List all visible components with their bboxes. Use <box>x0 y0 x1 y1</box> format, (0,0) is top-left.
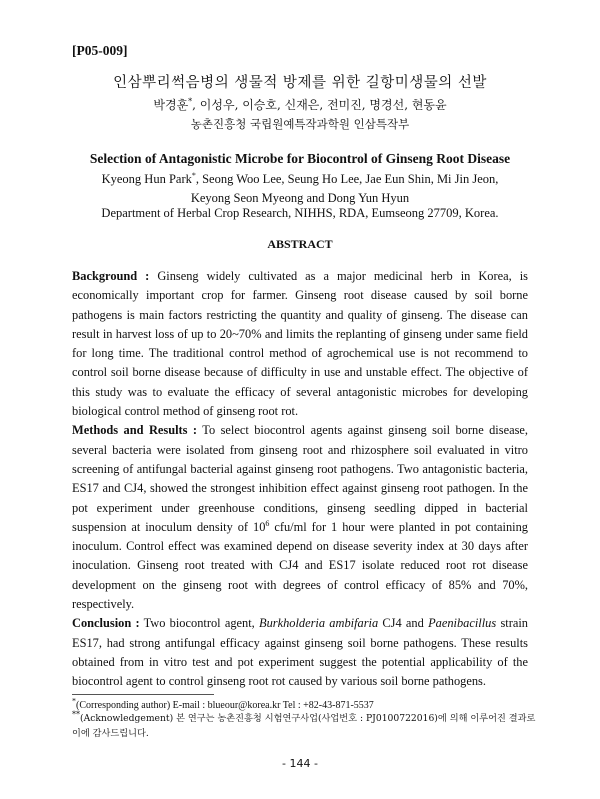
methods-text-a: To select biocontrol agents against ginseng soil borne disease, several bacteria were isolated from ginseng root and rhizosphere soil evaluated in vitro screening of antifungal bacterial against ginseng root pathogens. Two antagonistic bacteria, ES17 and CJ4, showed the strongest inhibition effect against ginseng root pathogen. In the pot experiment under greenhouse conditions, ginseng seedling dipped in bacterial suspension at inoculum density of 10 <box>72 423 528 534</box>
background-text: Ginseng widely cultivated as a major medicinal herb in Korea, is economically important crop for farmer. Ginseng root disease caused by soil borne pathogens is main factors restricting the quantity and quality of ginseng. The disease can result in harvest loss of up to 20~70% and limits the replanting of ginseng under same field for long time. The traditional control method of agrochemical use is not recommend to control soil borne disease because of difficulty in use and unstable effect. The objective of this study was to evaluate the efficacy of several antagonistic microbes for developing biological control method of ginseng root rot. <box>72 269 528 419</box>
korean-other-authors: , 이성우, 이승호, 신재은, 전미진, 명경선, 현동윤 <box>192 98 447 112</box>
english-authors-line1: , Seong Woo Lee, Seung Ho Lee, Jae Eun Shin, Mi Jin Jeon, <box>195 172 499 186</box>
english-title: Selection of Antagonistic Microbe for Biocontrol of Ginseng Root Disease <box>89 151 511 166</box>
english-authors <box>0 170 600 208</box>
density-exponent: 6 <box>265 518 270 528</box>
corresponding-mark-en: * <box>191 170 196 180</box>
abstract-body <box>72 267 528 692</box>
footnote-acknowledgement-cont: 이에 감사드립니다. <box>72 728 149 739</box>
page-number: - 144 - <box>282 757 318 770</box>
methods-paragraph <box>72 421 528 614</box>
abstract-code: [P05-009] <box>72 43 128 58</box>
conclusion-label: Conclusion : <box>72 616 140 631</box>
corresponding-mark: * <box>188 97 193 106</box>
methods-label: Methods and Results : <box>72 423 198 438</box>
english-affiliation: Department of Herbal Crop Research, NIHHS, RDA, Eumseong 27709, Korea. <box>101 206 499 220</box>
conclusion-text-a: Two biocontrol agent, <box>143 616 255 631</box>
species-paenibacillus: Paenibacillus <box>428 616 497 631</box>
english-authors-line2: Keyong Seon Myeong and Dong Yun Hyun <box>190 191 410 205</box>
footnote-mark-1: * <box>72 696 76 706</box>
conclusion-text-c: strain ES17, had strong antifungal efficacy against ginseng soil borne pathogens. These results obtained from in vitro test and pot experiment suggest the potential applicability of the biocontrol agent to control ginseng root rot caused by various soil borne pathogens. <box>72 616 528 689</box>
background-label: Background : <box>72 269 150 283</box>
footnote-corresponding-text: (Corresponding author) E-mail : blueour@korea.kr Tel : +82-43-871-5537 <box>76 700 374 711</box>
korean-authors <box>0 96 600 113</box>
english-first-author: Kyeong Hun Park <box>101 172 192 186</box>
korean-first-author: 박경훈 <box>153 98 189 112</box>
conclusion-paragraph <box>72 614 528 691</box>
conclusion-text-b: CJ4 and <box>382 616 424 631</box>
footnote-divider <box>72 694 214 695</box>
species-burkholderia: Burkholderia ambifaria <box>259 616 379 631</box>
footnote-mark-2: ** <box>72 709 80 719</box>
korean-affiliation: 농촌진흥청 국립원예특작과학원 인삼특작부 <box>190 117 410 131</box>
footnote-acknowledgement <box>72 709 542 726</box>
footnote-acknowledgement-text: (Acknowledgement) 본 연구는 농촌진흥청 시험연구사업(사업번호 : PJ0100722016)에 의해 이루어진 결과로 <box>80 713 536 724</box>
korean-title: 인삼뿌리썩음병의 생물적 방제를 위한 길항미생물의 선발 <box>113 75 487 91</box>
methods-text-b: cfu/ml for 1 hour were planted in pot containing inoculum. Control effect was examined depend on disease severity index at 30 days after inoculation. Ginseng root treated with CJ4 and ES17 isolate reduced root rot disease development on the ginseng root with degrees of control efficacy of 85% and 70%, respectively. <box>72 519 528 612</box>
footnote-corresponding <box>72 696 542 713</box>
background-paragraph <box>72 267 528 421</box>
abstract-heading: ABSTRACT <box>267 237 333 251</box>
